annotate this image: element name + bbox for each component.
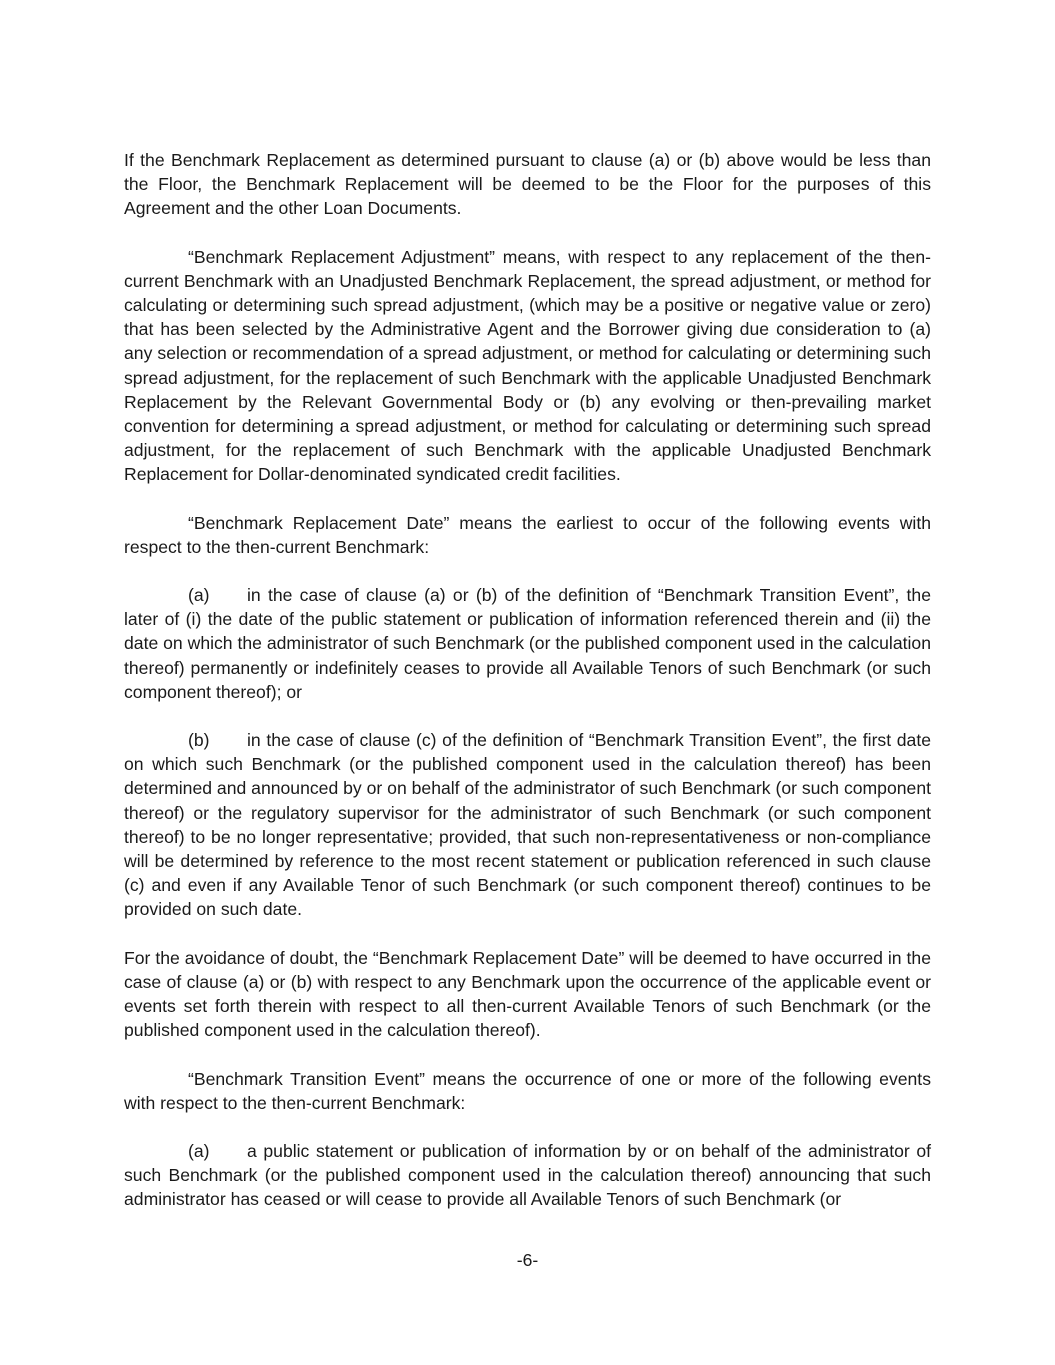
clause-text: in the case of clause (c) of the definition of “Benchmark Transition Event”, the first date on which such Benchmark (or the published component used in the calculation thereof) has been determined and announced by or on behalf of the administrator of such Benchmark (or such component thereof) or the regulatory supervisor for the administrator of such Benchmark (or such component thereof) to be no longer representative; provided, that such non-representativeness or non-compliance will be determined by reference to the most recent statement or publication referenced in such clause (c) and even if any Available Tenor of such Benchmark (or such component thereof) continues to be provided on such date. — [124, 730, 931, 920]
paragraph-benchmark-replacement-adjustment: “Benchmark Replacement Adjustment” means, with respect to any replacement of the then-current Benchmark with an Unadjusted Benchmark Replacement, the spread adjustment, or method for calculating or determining such spread adjustment, (which may be a positive or negative value or zero) that has been selected by the Administrative Agent and the Borrower giving due consideration to (a) any selection or recommendation of a spread adjustment, or method for calculating or determining such spread adjustment, for the replacement of such Benchmark with the applicable Unadjusted Benchmark Replacement by the Relevant Governmental Body or (b) any evolving or then-prevailing market convention for determining a spread adjustment, or method for calculating or determining such spread adjustment, for the replacement of such Benchmark with the applicable Unadjusted Benchmark Replacement for Dollar-denominated syndicated credit facilities. — [124, 246, 931, 485]
paragraph-avoidance-of-doubt: For the avoidance of doubt, the “Benchmark Replacement Date” will be deemed to have occurred in the case of clause (a) or (b) with respect to any Benchmark upon the occurrence of the applicable event or events set forth therein with respect to all then-current Available Tenors of such Benchmark (or the published component used in the calculation thereof). — [124, 947, 931, 1041]
document-body — [124, 148, 931, 1236]
clause-label: (a) — [188, 1140, 210, 1161]
page-number: -6- — [516, 1250, 539, 1270]
clause-a-transition-event — [124, 1139, 931, 1212]
clause-label: (b) — [188, 730, 210, 751]
paragraph-benchmark-transition-event: “Benchmark Transition Event” means the occurrence of one or more of the following events with respect to the then-current Benchmark: — [124, 1068, 931, 1113]
clause-label: (a) — [188, 585, 210, 606]
clause-b-replacement-date — [124, 728, 931, 922]
paragraph-floor: If the Benchmark Replacement as determined pursuant to clause (a) or (b) above would be less than the Floor, the Benchmark Replacement will be deemed to be the Floor for the purposes of this Agreement and the other Loan Documents. — [124, 150, 931, 219]
paragraph-benchmark-replacement-date: “Benchmark Replacement Date” means the earliest to occur of the following events with respect to the then-current Benchmark: — [124, 512, 931, 557]
clause-text: in the case of clause (a) or (b) of the definition of “Benchmark Transition Event”, the later of (i) the date of the public statement or publication of information referenced therein and (ii) the date on which the administrator of such Benchmark (or the published component used in the calculation thereof) permanently or indefinitely ceases to provide all Available Tenors of such Benchmark (or such component thereof); or — [124, 585, 931, 702]
clause-a-replacement-date — [124, 583, 931, 704]
clause-text: a public statement or publication of information by or on behalf of the administrator of such Benchmark (or the published component used in the calculation thereof) announcing that such administrator has ceased or will cease to provide all Available Tenors of such Benchmark (or — [124, 1140, 931, 1210]
